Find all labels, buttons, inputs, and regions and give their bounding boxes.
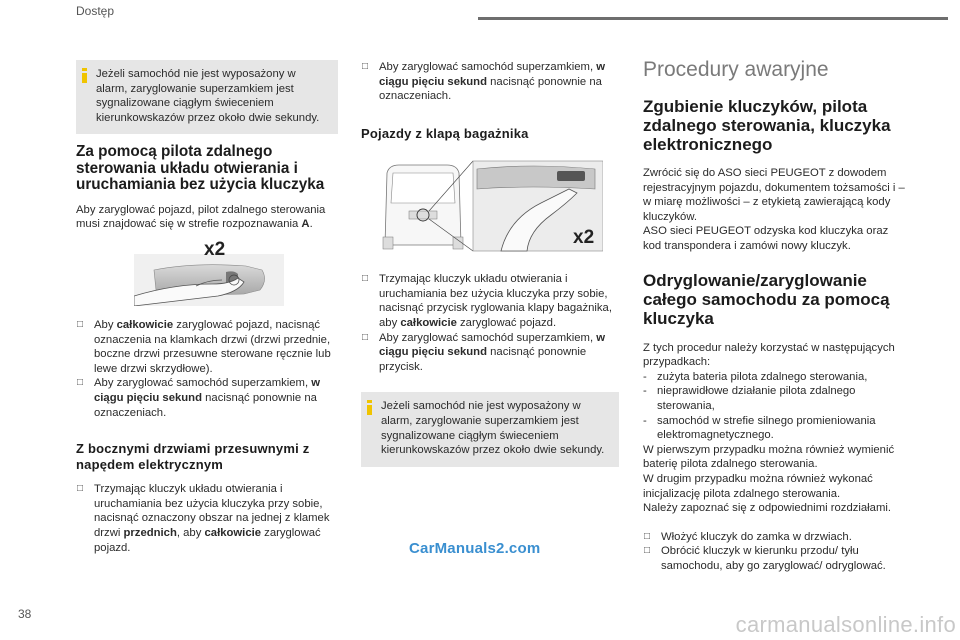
dash-item-cont: elektromagnetycznego. [657,429,774,442]
intro-paragraph: Aby zaryglować pojazd, pilot zdalnego sterowania musi znajdować się w strefie rozpoznawania A. [76,203,326,231]
page-number: 38 [18,607,32,621]
footer-watermark: carmanualsonline.info [735,612,956,637]
paragraph: Z tych procedur należy korzystać w następujących przypadkach: [643,341,895,369]
arrow-icon: □ [77,483,84,495]
bullet-electric-doors: □ Trzymając kluczyk układu otwierania i uruchamiania bez użycia kluczyka przy sobie, nacisnąć oznaczony obszar na jednej z klamek drzwi przednich, aby całkowicie zaryglować pojazd. [77,483,330,554]
bullet-lock-full: □ Aby całkowicie zaryglować pojazd, nacisnąć oznaczenia na klamkach drzwi (drzwi przednie, boczne drzwi przesuwne sterowane ręcznie lub lewe drzwi skrzydłowe). [77,319,331,375]
section-title: Procedury awaryjne [643,58,829,81]
tailgate-illustration [381,159,603,253]
paragraph: W drugim przypadku można również wykonać inicjalizację pilota zdalnego sterowania. [643,472,873,500]
column-right [643,58,907,573]
arrow-icon: □ [644,545,651,557]
note-text: Jeżeli samochód nie jest wyposażony w alarm, zaryglowanie superzamkiem jest sygnalizowane ciągłym świeceniem kierunkowskazów przez około dwie sekundy. [381,400,605,457]
press-twice-label: x2 [204,240,226,261]
section-heading: Pojazdy z klapą bagażnika [361,125,529,141]
dash-item: - nieprawidłowe działanie pilota zdalnego [643,385,856,398]
dash-item: - zużyta bateria pilota zdalnego sterowania, [643,370,868,383]
info-icon [82,68,87,83]
subsection-heading: Z bocznymi drzwiami przesuwnymi z napędem elektrycznym [76,441,310,472]
arrow-icon: □ [362,61,369,72]
bullet-superlock: □ Aby zaryglować samochód superzamkiem, w ciągu pięciu sekund nacisnąć ponownie przycisk. [362,331,606,373]
bullet-superlock: □ Aby zaryglować samochód superzamkiem, w ciągu pięciu sekund nacisnąć ponownie na oznaczeniach. [362,61,606,103]
heading-lost-keys: Zgubienie kluczyków, pilota zdalnego sterowania, kluczyka elektronicznego [643,97,891,154]
column-middle [361,60,619,467]
info-note [361,392,619,466]
watermark-logo: CarManuals2.com [409,540,541,557]
header-rule [478,17,948,20]
section-label: Dostęp [76,4,115,18]
dash-item-cont: sterowania, [657,399,715,412]
column-left [76,60,338,555]
heading-key-lock: Odryglowanie/zaryglowanie całego samochodu za pomocą kluczyka [643,270,890,328]
press-twice-label: x2 [573,227,595,249]
bullet-tailgate-lock: □ Trzymając kluczyk układu otwierania i uruchamiania bez użycia kluczyka przy sobie, nacisnąć przycisk ryglowania klapy bagażnika, aby całkowicie zaryglować pojazd. [362,273,612,330]
bullet-superlock: □ Aby zaryglować samochód superzamkiem, w ciągu pięciu sekund nacisnąć ponownie na oznaczeniach. [77,377,321,419]
bullet-insert-key: □ Włożyć kluczyk do zamka w drzwiach. [644,530,852,543]
arrow-icon: □ [77,319,84,331]
section-heading: Za pomocą pilota zdalnego sterowania układu otwierania i uruchamiania bez użycia kluczyka [76,143,325,194]
arrow-icon: □ [362,273,369,285]
paragraph: ASO sieci PEUGEOT odzyska kod kluczyka oraz kod transpondera i zamówi nowy kluczyk. [643,225,889,252]
info-note [76,60,338,134]
info-icon [367,400,372,415]
paragraph: Zwrócić się do ASO sieci PEUGEOT z dowodem rejestracyjnym pojazdu, dokumentem tożsamości i – w miarę możliwości – z etykietą zawierającą kody kluczyków. [643,167,905,223]
arrow-icon: □ [362,331,369,343]
arrow-icon: □ [644,530,651,542]
dash-item: - samochód w strefie silnego promieniowania [643,414,876,427]
paragraph: Należy zapoznać się z odpowiednimi rozdziałami. [643,502,892,515]
note-text: Jeżeli samochód nie jest wyposażony w alarm, zaryglowanie superzamkiem jest sygnalizowane ciągłym świeceniem kierunkowskazów przez około dwie sekundy. [96,68,320,124]
arrow-icon: □ [77,377,84,389]
bullet-turn-key: □ Obrócić kluczyk w kierunku przodu/ tyłu samochodu, aby go zaryglować/ odryglować. [644,545,886,572]
door-handle-illustration [134,240,284,306]
paragraph: W pierwszym przypadku można również wymienić baterię pilota zdalnego sterowania. [643,443,895,471]
